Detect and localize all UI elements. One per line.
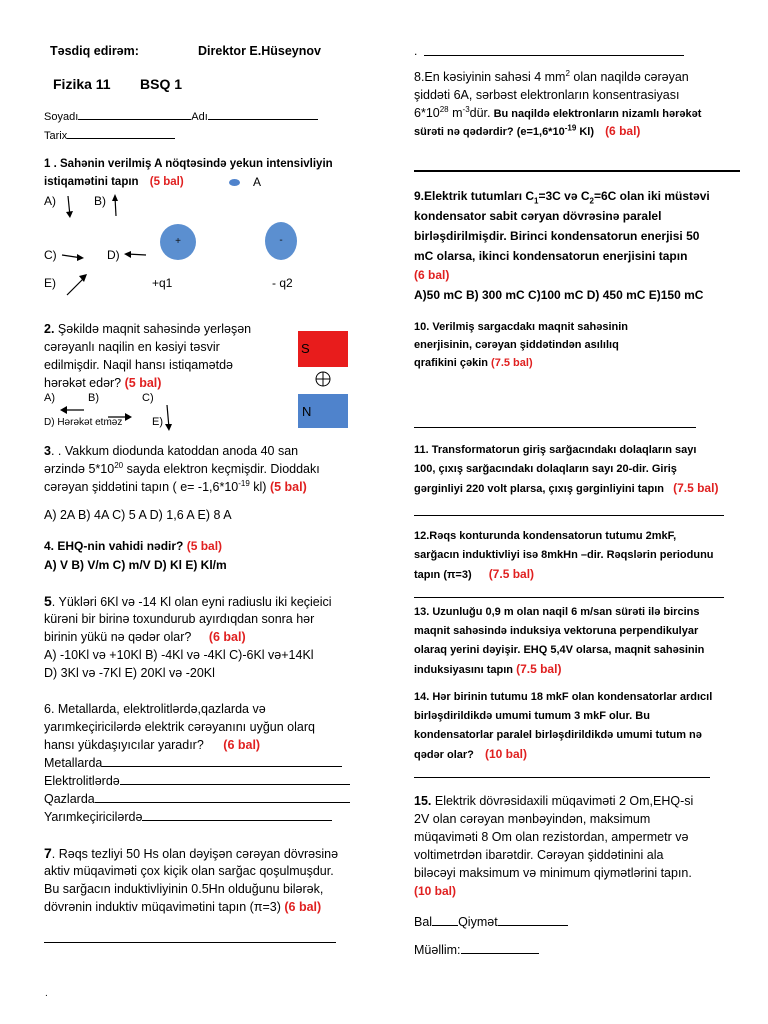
q8-line1: 8.En kəsiyinin sahəsi 4 $mm^2$ olan naqildə cərəyan	[414, 68, 689, 84]
point-a-marker	[229, 179, 240, 186]
test-title: BSQ 1	[140, 76, 183, 92]
q15-number: 15.	[414, 794, 432, 808]
teacher-field[interactable]	[461, 941, 539, 954]
teacher-row	[414, 941, 539, 960]
q1-option-a[interactable]: A)	[44, 194, 56, 208]
q4-number: 4.	[44, 539, 55, 553]
q3-line2: ərzində $5*10^{20}$ sayda elektron keçmişdir. Dioddakı	[44, 460, 320, 476]
q14-points: (10 bal)	[484, 747, 527, 761]
q6-gases-row: Qazlarda	[44, 790, 350, 809]
q12-answer-line[interactable]	[414, 597, 724, 598]
q5-line3: birinin yükü nə qədər olar? (6 bal)	[44, 630, 246, 644]
q14-line1: 14. Hər birinin tutumu 18 mkF olan kondensatorlar ardıcıl	[414, 691, 713, 703]
q12-line2: sarğacın induktivliyi isə 8mkHn –dir. Rəqslərin periodunu	[414, 549, 714, 561]
q7-number: 7	[44, 845, 52, 861]
charge-positive: +	[160, 224, 196, 260]
q6-electrolytes-row: Elektrolitlərdə	[44, 772, 350, 791]
q3-options: A) 2A B) 4A C) 5 A D) 1,6 A E) 8 A	[44, 508, 232, 522]
q13-line4: induksiyasını tapın (7.5 bal)	[414, 662, 562, 676]
q13-line3: olaraq yerini dəyişir. EHQ 5,4V olarsa, maqnit sahəsinin	[414, 644, 705, 656]
q1-line1	[44, 155, 333, 174]
q1-text-a: Sahənin verilmiş A nöqtəsində yekun intensivliyin	[60, 158, 333, 170]
q10-points: (7.5 bal)	[491, 357, 533, 369]
q12-line1: 12.Rəqs konturunda kondensatorun tutumu 2mkF,	[414, 530, 677, 542]
q2-option-d[interactable]: D) Hərəkət etməz	[44, 417, 123, 428]
q9-line4: mC olarsa, ikinci kondensatorun enerjisini tapın	[414, 249, 688, 263]
surname-label: Soyadı	[44, 111, 79, 123]
q12-points: (7.5 bal)	[488, 567, 535, 581]
q2-option-e[interactable]: E)	[152, 416, 163, 428]
arrow-down-icon	[65, 196, 75, 220]
charge-negative: -	[265, 222, 297, 260]
q1-option-c[interactable]: C)	[44, 248, 57, 262]
q1-line2	[44, 173, 184, 192]
q14-line3: kondensatorlar paralel birləşdirildikdə umumi tutum nə	[414, 729, 702, 741]
q11-line2: 100, çıxış sarğacındakı dolaqların sayı 20-dir. Giriş	[414, 463, 677, 475]
q6-points: (6 bal)	[223, 738, 261, 752]
surname-field[interactable]	[78, 107, 191, 120]
q2-option-b[interactable]: B)	[88, 392, 99, 404]
q2-line2: cərəyanlı naqilin en kəsiyi təsvir	[44, 340, 220, 354]
q8-line2: şiddəti 6A, sərbəst elektronların konsentrasiyası	[414, 88, 680, 102]
charge2-label: - q2	[272, 276, 293, 290]
q1-points: (5 bal)	[149, 176, 184, 188]
q8-line3: $6*10^{28}$ $m^{-3}dür$. Bu naqildə elektronların nizamlı hərəkət	[414, 104, 702, 120]
q3-line3: cərəyan şiddətini tapın ( $e= -1,6*10^{-19}$ kl) (5 bal)	[44, 478, 307, 494]
q14-answer-line[interactable]	[414, 777, 710, 778]
current-into-page-icon	[315, 371, 331, 387]
q11-points: (7.5 bal)	[673, 481, 719, 495]
q11-line3: gərginliyi 220 volt plarsa, çıxış gərginliyini tapın (7.5 bal)	[414, 481, 719, 495]
q15-line4: voltimetrdən ibarətdir. Cərəyan şiddətinini ala	[414, 848, 664, 862]
q13-line1: 13. Uzunluğu 0,9 m olan naqil 6 m/san sürəti ilə bircins	[414, 606, 700, 618]
top-answer-line[interactable]	[424, 55, 684, 56]
q6-line1: 6. Metallarda, elektrolitlərdə,qazlarda və	[44, 702, 266, 716]
q7-line4: dövrənin induktiv müqavimətini tapın (π=3) (6 bal)	[44, 900, 322, 914]
teacher-label: Müəllim:	[414, 943, 461, 957]
director-name: Direktor E.Hüseynov	[198, 44, 321, 58]
q15-points: (10 bal)	[414, 884, 457, 898]
q5-number: 5	[44, 593, 52, 609]
grade-field[interactable]	[498, 913, 568, 926]
q3-points: (5 bal)	[269, 480, 307, 494]
q4-options: A) V B) V/m C) m/V D) Kl E) Kl/m	[44, 558, 227, 572]
q14-line4: qədər olar? (10 bal)	[414, 747, 527, 761]
arrow-down-icon	[164, 405, 174, 433]
q1-option-d[interactable]: D)	[107, 248, 120, 262]
arrow-left-icon	[124, 250, 148, 260]
q5-options-1: A) -10Kl və +10Kl B) -4Kl və -4Kl C)-6Kl və+14Kl	[44, 648, 314, 662]
q1-option-e[interactable]: E)	[44, 276, 56, 290]
q6-metals-row: Metallarda	[44, 754, 342, 773]
q7-answer-line[interactable]	[44, 942, 336, 943]
q9-options: A)50 mC B) 300 mC C)100 mC D) 450 mC E)150 mC	[414, 288, 704, 302]
q13-points: (7.5 bal)	[516, 662, 562, 676]
q2-line4: hərəkət edər? (5 bal)	[44, 376, 162, 390]
top-right-dot: .	[414, 44, 418, 58]
score-field[interactable]	[432, 913, 458, 926]
point-a-label: A	[253, 175, 262, 189]
subject-title: Fizika 11	[53, 76, 111, 92]
q10-answer-line[interactable]	[414, 427, 696, 428]
arrow-right-icon	[62, 252, 86, 262]
date-label: Tarix	[44, 130, 68, 142]
q13-line2: maqnit sahəsində induksiya vektoruna perpendikulyar	[414, 625, 699, 637]
q12-line3: tapın (π=3) (7.5 bal)	[414, 567, 535, 581]
arrow-up-icon	[111, 194, 121, 218]
q6-electrolytes-field[interactable]	[120, 772, 350, 785]
q2-option-c[interactable]: C)	[142, 392, 154, 404]
q5-options-2: D) 3Kl və -7Kl E) 20Kl və -20Kl	[44, 666, 215, 680]
charge1-label: +q1	[152, 276, 173, 290]
q8-answer-line[interactable]	[414, 170, 740, 172]
q2-line3: edilmişdir. Naqil hansı istiqamətdə	[44, 358, 233, 372]
q3-line1: 3. . Vakkum diodunda katoddan anoda 40 san	[44, 444, 299, 458]
q10-line1: 10. Verilmiş sargacdakı maqnit sahəsinin	[414, 321, 628, 333]
q10-line2: enerjisinin, cərəyan şiddətindən asılılıq	[414, 339, 619, 351]
q7-line2: aktiv müqaviməti çox kiçik olan sarğac qoşulmuşdur.	[44, 864, 334, 878]
q10-line3: qrafikini çəkin (7.5 bal)	[414, 357, 533, 369]
name-field[interactable]	[208, 107, 318, 120]
approve-label: Təsdiq edirəm:	[50, 44, 139, 58]
q5-points: (6 bal)	[208, 630, 246, 644]
q1-number: 1 .	[44, 158, 57, 170]
score-row	[414, 913, 568, 932]
q15-line1: 15. Elektrik dövrəsidaxili müqaviməti 2 Om,EHQ-si	[414, 794, 694, 808]
q8-points: (6 bal)	[605, 124, 641, 138]
magnet-s-pole: S	[298, 331, 348, 367]
q6-semiconductors-field[interactable]	[142, 808, 332, 821]
q4-points: (5 bal)	[186, 539, 223, 553]
q7-line3: Bu sarğacın induktivliyinin 0.5Hn olduğunu bilərək,	[44, 882, 324, 896]
q4-line1: 4. EHQ-nin vahidi nədir? (5 bal)	[44, 539, 223, 553]
q14-line2: birləşdirildikdə umumi tumum 3 mkF olur. Bu	[414, 710, 650, 722]
q2-number: 2.	[44, 322, 55, 336]
q6-line2: yarımkeçiricilərdə elektrik cərəyanını uyğun olarq	[44, 720, 315, 734]
q11-answer-line[interactable]	[414, 515, 724, 516]
name-label: Adı	[191, 111, 208, 123]
q15-line3: müqaviməti 8 Om olan rezistordan, ampermetr və	[414, 830, 689, 844]
bottom-dot: .	[45, 988, 48, 999]
q6-semiconductors-row: Yarımkeçiricilərdə	[44, 808, 332, 827]
date-row	[44, 126, 175, 146]
q7-points: (6 bal)	[284, 900, 322, 914]
q11-line1: 11. Transformatorun giriş sarğacındakı dolaqların sayı	[414, 444, 697, 456]
q3-number: 3	[44, 444, 51, 458]
q9-line1: 9.Elektrik tutumları $C_1=3C$ və $C_2=6C$ olan iki müstəvi	[414, 189, 710, 206]
q6-line3: hansı yükdaşıyıcılar yaradır? (6 bal)	[44, 738, 261, 752]
q6-metals-field[interactable]	[102, 754, 342, 767]
q2-points: (5 bal)	[124, 376, 162, 390]
grade-label: Qiymət	[458, 915, 498, 929]
q2-option-a[interactable]: A)	[44, 392, 55, 404]
q9-line3: birləşdirilmişdir. Birinci kondensatorun enerjisi 50	[414, 229, 700, 243]
q7-line1: 7. Rəqs tezliyi 50 Hs olan dəyişən cərəyan dövrəsinə	[44, 845, 339, 861]
q2-line1: 2. Şəkildə maqnit sahəsində yerləşən	[44, 322, 252, 336]
q5-line2: kürəni bir birinə toxundurub ayırdıqdan sonra hər	[44, 612, 315, 626]
q9-points: (6 bal)	[414, 268, 450, 282]
magnet-n-pole: N	[298, 394, 348, 428]
q1-option-b[interactable]: B)	[94, 194, 106, 208]
q1-text-b: istiqamətini tapın	[44, 176, 139, 188]
q8-line4: sürəti nə qədərdir? ($e=1,6*10^{-19}$ Kl) (6 bal)	[414, 123, 641, 138]
q6-gases-field[interactable]	[95, 790, 350, 803]
student-fields	[44, 107, 318, 127]
date-field[interactable]	[67, 126, 175, 139]
arrow-up-right-icon	[66, 273, 90, 297]
q9-line2: kondensator sabit cəryan dövrəsinə paralel	[414, 209, 662, 223]
q15-line2: 2V olan cərəyan mənbəyindən, maksimum	[414, 812, 651, 826]
q5-line1: 5. Yükləri 6Kl və -14 Kl olan eyni radiuslu iki keçieici	[44, 593, 332, 609]
q15-line5: biləcəyi maksimum və minimum qiymətlərini tapın.	[414, 866, 692, 880]
score-label: Bal	[414, 915, 433, 929]
